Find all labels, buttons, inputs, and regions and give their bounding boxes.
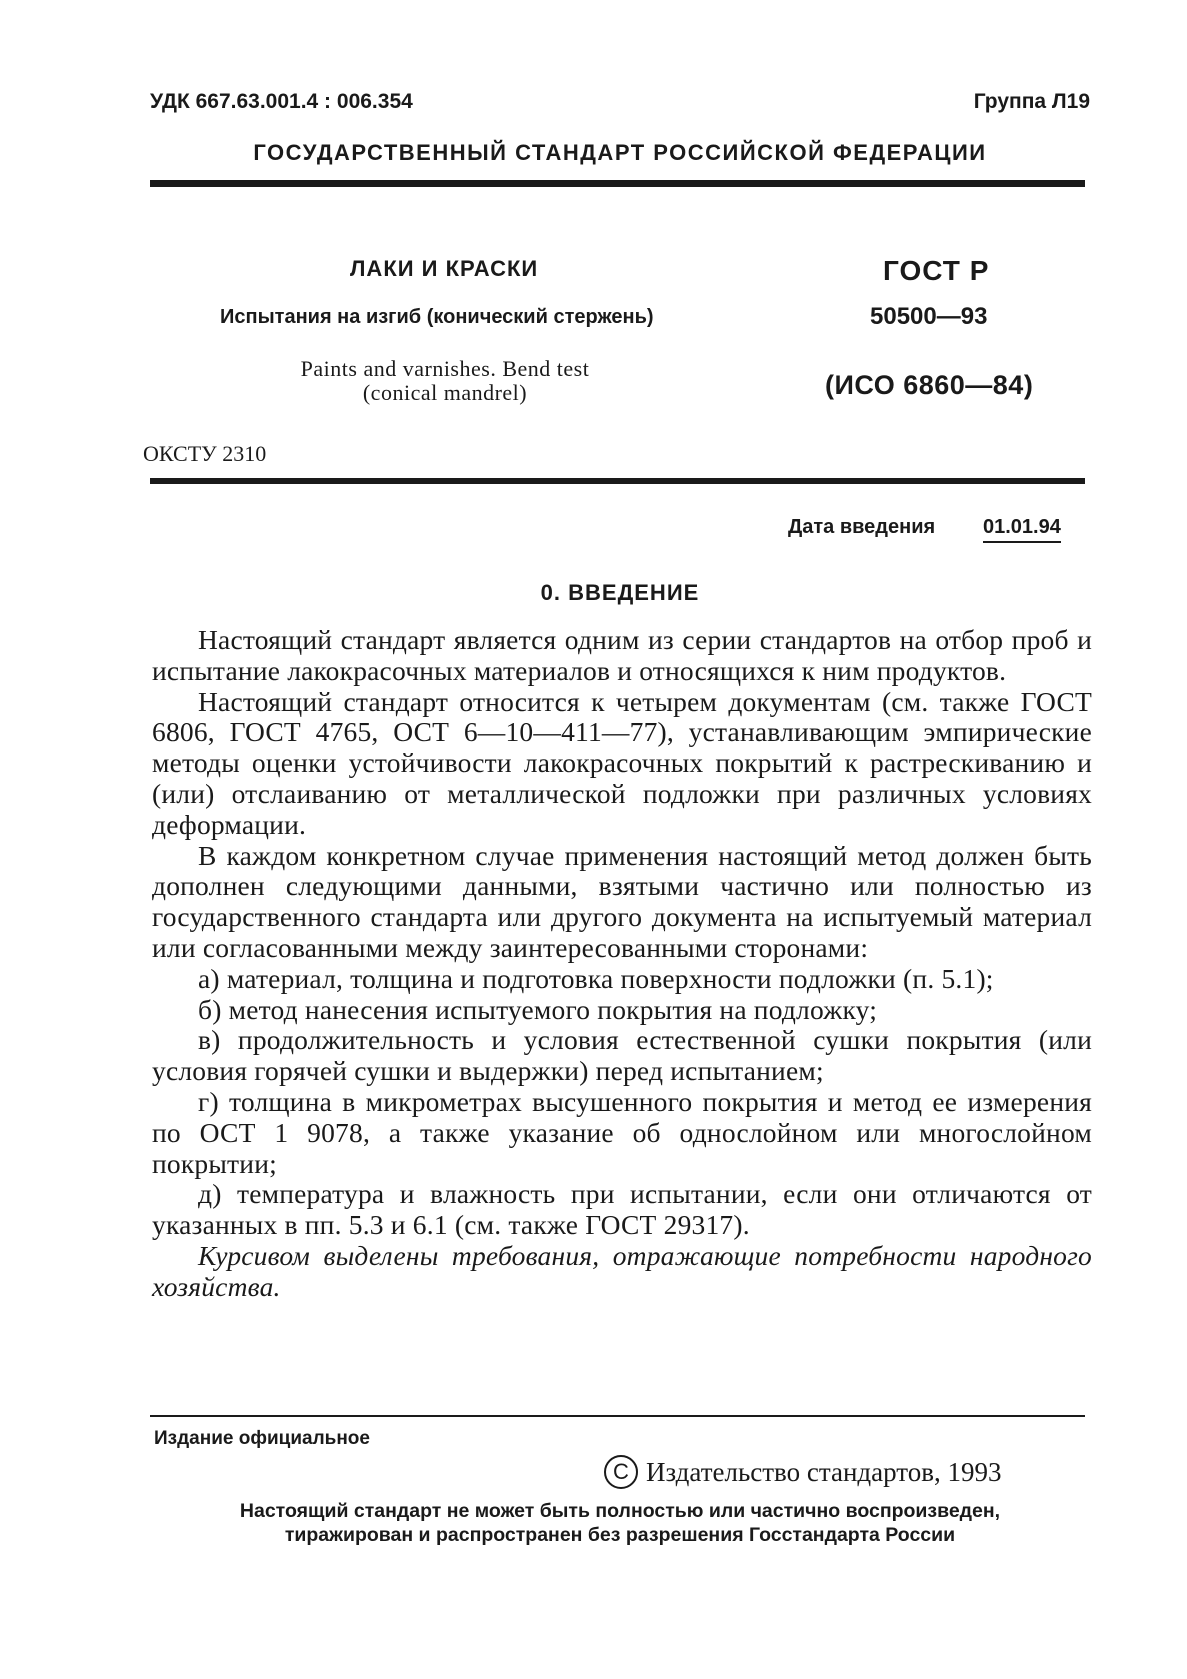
list-item: а) материал, толщина и подготовка поверхности подложки (п. 5.1);	[198, 962, 994, 994]
list-item: в) продолжительность и условия естественной сушки покрытия (или условия горячей сушки и выдержки) перед испытанием;	[152, 1024, 1092, 1087]
footer-divider	[150, 1415, 1085, 1417]
section-title: 0. ВВЕДЕНИЕ	[540, 580, 700, 605]
publisher-name: Издательство стандартов, 1993	[646, 1457, 1002, 1487]
italic-note: Курсивом выделены требования, отражающие потребности народного хозяйства.	[152, 1239, 1092, 1302]
body-paragraph: Настоящий стандарт относится к четырем документам (см. также ГОСТ 6806, ГОСТ 4765, ОСТ 6—10—411—77), устанавливающим эмпирические методы оценки устойчивости лакокрасочных покрытий к растрескиванию и (или) отслаиванию от металлической подложки при различных условиях деформации.	[152, 685, 1092, 840]
introduction-date: 01.01.94	[983, 516, 1061, 543]
title-divider	[150, 478, 1085, 484]
document-subtitle: Испытания на изгиб (конический стержень)	[220, 306, 654, 328]
introduction-date-label: Дата введения	[788, 516, 936, 538]
list-item: б) метод нанесения испытуемого покрытия на подложку;	[198, 993, 878, 1025]
official-edition: Издание официальное	[154, 1428, 370, 1449]
udk-code: УДК 667.63.001.4 : 006.354	[150, 90, 413, 113]
iso-reference: (ИСО 6860—84)	[825, 370, 1034, 400]
okstu-code: ОКСТУ 2310	[143, 441, 267, 466]
publisher-line	[604, 1455, 1001, 1489]
gost-number: 50500—93	[870, 303, 988, 330]
copyright-notice-line2: тиражирован и распространен без разрешения Госстандарта России	[284, 1524, 956, 1546]
english-title-line1: Paints and varnishes. Bend test	[300, 356, 590, 381]
gost-label: ГОСТ Р	[883, 255, 990, 286]
state-standard-heading: ГОСУДАРСТВЕННЫЙ СТАНДАРТ РОССИЙСКОЙ ФЕДЕРАЦИИ	[253, 140, 987, 165]
list-item: д) температура и влажность при испытании, если они отличаются от указанных в пп. 5.3 и 6.1 (см. также ГОСТ 29317).	[152, 1178, 1092, 1241]
group-code: Группа Л19	[973, 90, 1090, 113]
body-paragraph: Настоящий стандарт является одним из серии стандартов на отбор проб и испытание лакокрасочных материалов и относящихся к ним продуктов.	[152, 624, 1092, 686]
header-divider	[150, 180, 1085, 187]
document-body	[152, 625, 1092, 1303]
list-item: г) толщина в микрометрах высушенного покрытия и метод ее измерения по ОСТ 1 9078, а также указание об однослойном или многослойном покрытии;	[152, 1085, 1092, 1179]
english-title-line2: (conical mandrel)	[362, 380, 528, 405]
copyright-notice-line1: Настоящий стандарт не может быть полностью или частично воспроизведен,	[239, 1500, 1001, 1522]
body-paragraph: В каждом конкретном случае применения настоящий метод должен быть дополнен следующими данными, взятыми частично или полностью из государственного стандарта или другого документа на испытуемый материал или согласованными между заинтересованными сторонами:	[152, 839, 1092, 963]
copyright-icon: C	[604, 1455, 638, 1489]
document-title: ЛАКИ И КРАСКИ	[350, 256, 539, 281]
